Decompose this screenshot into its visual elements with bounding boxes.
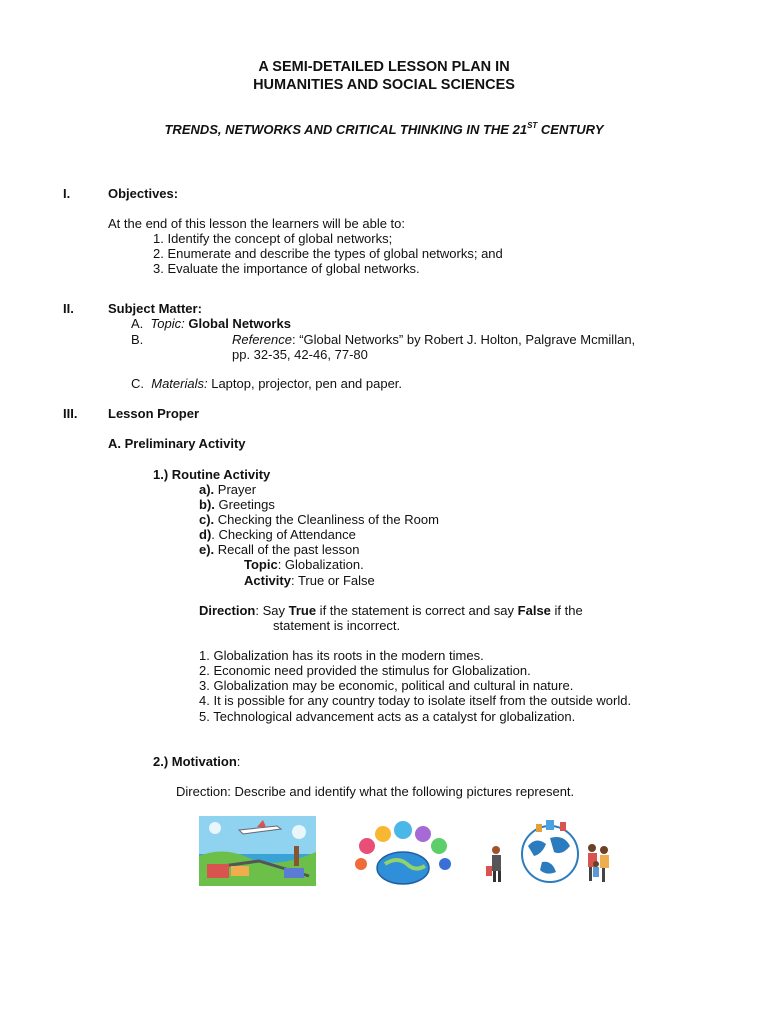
objectives-heading: Objectives: (108, 186, 179, 201)
subject-item-c: C. Materials: Laptop, projector, pen and paper. (131, 376, 403, 391)
lesson-proper-heading: Lesson Proper (108, 406, 200, 421)
statement: 2. Economic need provided the stimulus for Globalization. (199, 663, 531, 678)
title-line-1: A SEMI-DETAILED LESSON PLAN IN (258, 59, 510, 75)
section-numeral-2: II. (63, 301, 74, 316)
routine-item: c). Checking the Cleanliness of the Room (199, 512, 439, 527)
direction-line-1: Direction: Say True if the statement is correct and say False if the (199, 603, 583, 618)
subtitle: TRENDS, NETWORKS AND CRITICAL THINKING IN THE 21ST CENTURY (164, 120, 604, 137)
subject-item-a: A. Topic: Global Networks (131, 316, 291, 331)
travel-globe-picture (484, 816, 617, 886)
direction-line-2: statement is incorrect. (273, 618, 401, 633)
statement: 1. Globalization has its roots in the modern times. (199, 648, 484, 663)
subject-item-b: Reference: “Global Networks” by Robert J. Holton, Palgrave Mcmillan, (232, 332, 636, 347)
routine-item: d). Checking of Attendance (199, 527, 356, 542)
motivation-direction: Direction: Describe and identify what the following pictures represent. (176, 784, 575, 799)
motivation-heading: 2.) Motivation: (153, 754, 241, 769)
objectives-intro: At the end of this lesson the learners will be able to: (108, 216, 406, 231)
recall-activity: Activity: True or False (244, 573, 375, 588)
objective-item: 1. Identify the concept of global networks; (153, 231, 393, 246)
routine-item: e). Recall of the past lesson (199, 542, 360, 557)
statement: 3. Globalization may be economic, political and cultural in nature. (199, 678, 574, 693)
routine-item: a). Prayer (199, 482, 257, 497)
subject-item-b-letter: B. (131, 332, 144, 347)
section-numeral-1: I. (63, 186, 71, 201)
subject-matter-heading: Subject Matter: (108, 301, 202, 316)
routine-activity-heading: 1.) Routine Activity (153, 467, 271, 482)
objective-item: 3. Evaluate the importance of global networks. (153, 261, 420, 276)
preliminary-activity-heading: A. Preliminary Activity (108, 436, 246, 451)
subject-item-b-pages: pp. 32-35, 42-46, 77-80 (232, 347, 368, 362)
social-media-globe-picture (345, 816, 460, 886)
recall-topic: Topic: Globalization. (244, 557, 364, 572)
routine-item: b). Greetings (199, 497, 275, 512)
statement: 5. Technological advancement acts as a catalyst for globalization. (199, 709, 576, 724)
transport-network-picture (199, 816, 316, 886)
statement: 4. It is possible for any country today to isolate itself from the outside world. (199, 693, 632, 708)
objective-item: 2. Enumerate and describe the types of global networks; and (153, 246, 503, 261)
section-numeral-3: III. (63, 406, 78, 421)
title-line-2: HUMANITIES AND SOCIAL SCIENCES (253, 77, 515, 93)
